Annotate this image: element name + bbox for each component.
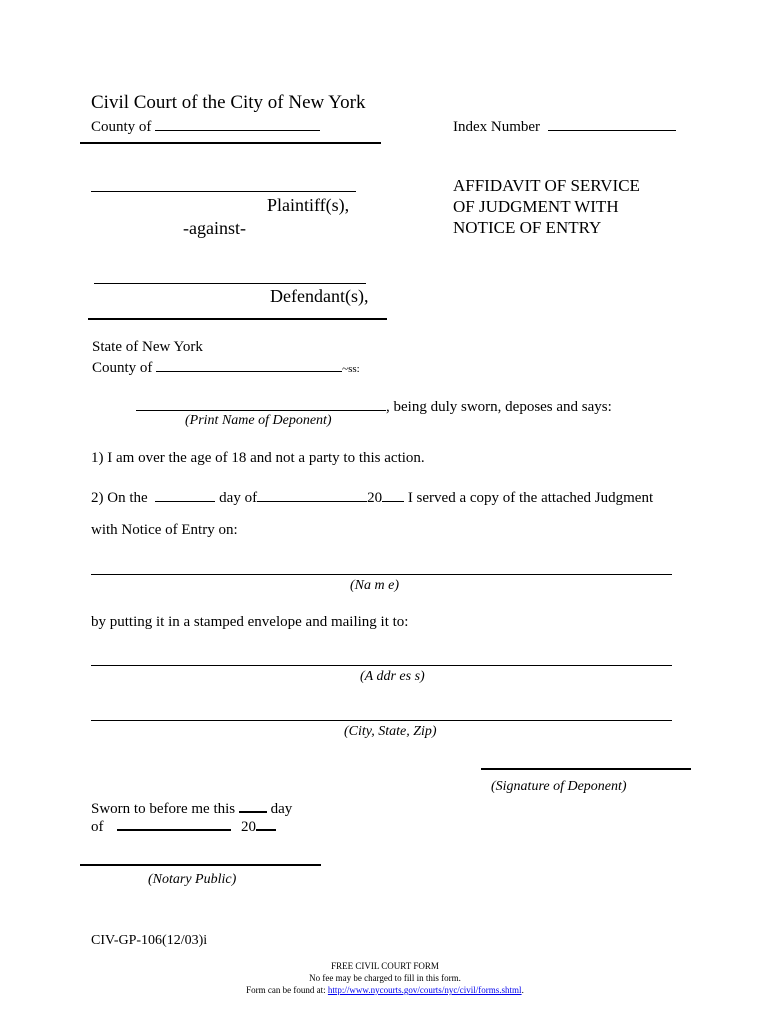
jurat-day-label: day: [270, 801, 293, 817]
title-line-2: OF JUDGMENT WITH: [453, 197, 619, 216]
jurat-sworn-label: Sworn to before me this: [91, 801, 236, 817]
plaintiff-label: Plaintiff(s),: [267, 195, 350, 215]
served-name-blank[interactable]: [91, 574, 672, 575]
header-rule: [80, 142, 381, 144]
signature-blank[interactable]: [481, 768, 691, 770]
notary-signature-blank[interactable]: [80, 864, 321, 866]
jurat-year-prefix: 20: [241, 819, 256, 835]
county-blank[interactable]: [155, 116, 320, 131]
day-blank[interactable]: [155, 487, 215, 502]
address-caption: (A ddr es s): [360, 669, 425, 684]
footer-line-1: FREE CIVIL COURT FORM: [331, 961, 439, 971]
jurat-of-label: of: [91, 819, 104, 835]
venue-county-blank[interactable]: [156, 357, 342, 372]
year-prefix: 20: [367, 490, 383, 506]
month-blank[interactable]: [257, 487, 367, 502]
statement-1: 1) I am over the age of 18 and not a party to this action.: [91, 450, 425, 466]
year-blank[interactable]: [382, 487, 404, 502]
ss-label: ~ss:: [342, 363, 360, 375]
defendant-label: Defendant(s),: [270, 286, 369, 306]
print-name-caption: (Print Name of Deponent): [185, 413, 332, 428]
notary-caption: (Notary Public): [148, 872, 237, 887]
jurat-month-blank[interactable]: [117, 815, 231, 831]
jurat-year-blank[interactable]: [256, 815, 276, 831]
defendant-blank[interactable]: [94, 283, 366, 284]
court-name: Civil Court of the City of New York: [91, 92, 366, 113]
city-state-zip-caption: (City, State, Zip): [344, 724, 437, 739]
city-state-zip-blank[interactable]: [91, 720, 672, 721]
footer-line-3: [0, 985, 770, 995]
title-line-1: AFFIDAVIT OF SERVICE: [453, 176, 640, 195]
form-id: CIV-GP-106(12/03)i: [91, 933, 208, 948]
statement-2: [91, 487, 653, 507]
footer-url-suffix: .: [521, 985, 524, 995]
county-field: [91, 116, 320, 136]
against-label: -against-: [183, 218, 246, 238]
signature-caption: (Signature of Deponent): [491, 779, 627, 794]
venue-county-label: County of: [92, 360, 153, 376]
footer-line-2: No fee may be charged to fill in this form.: [309, 973, 461, 983]
index-number-field: [453, 116, 676, 136]
venue-state: State of New York: [92, 339, 203, 355]
index-number-blank[interactable]: [548, 116, 676, 131]
address-blank[interactable]: [91, 665, 672, 666]
plaintiff-blank[interactable]: [91, 191, 356, 192]
statement-2-cont: with Notice of Entry on:: [91, 522, 238, 538]
sworn-text: , being duly sworn, deposes and says:: [386, 399, 612, 415]
jurat-of: [91, 815, 276, 836]
on-the-label: 2) On the: [91, 490, 148, 506]
deponent-name-blank[interactable]: [136, 396, 386, 411]
mailing-text: by putting it in a stamped envelope and mailing it to:: [91, 614, 409, 630]
index-number-label: Index Number: [453, 119, 541, 135]
jurat-day-blank[interactable]: [239, 797, 267, 813]
county-label: County of: [91, 119, 152, 135]
caption-rule: [88, 318, 387, 320]
venue-county: [92, 357, 360, 377]
day-of-label: day of: [219, 490, 258, 506]
footer-url-prefix: Form can be found at:: [246, 985, 326, 995]
title-line-3: NOTICE OF ENTRY: [453, 218, 602, 237]
name-caption: (Na m e): [350, 578, 399, 593]
served-text: I served a copy of the attached Judgment: [407, 490, 654, 506]
document-title: [453, 175, 640, 238]
forms-url-link[interactable]: http://www.nycourts.gov/courts/nyc/civil/forms.shtml: [327, 985, 522, 995]
